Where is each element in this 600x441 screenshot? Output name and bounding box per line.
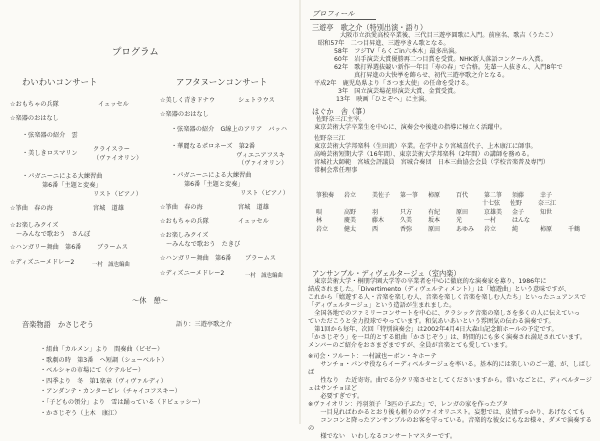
bio-line: 佐野奈三江主宰。	[316, 116, 366, 123]
list-item: ・「子どもの領分」より 雪は踊っている（ドビュッシー）	[40, 398, 204, 406]
program-item: ☆楽器のおはなし	[10, 115, 59, 122]
table-cell: 百代	[456, 192, 469, 199]
table-cell: はんな	[512, 217, 531, 225]
program-item: ・弦楽器の紹介 G線上のアリア バッハ	[171, 126, 287, 133]
composer: イェッセル	[238, 218, 269, 225]
bio-line: 「かさじぞう」を一旦的とする組曲「かさじぞう」は、時間的にも多く演奏され満足されています。	[308, 334, 586, 341]
composer: ヴィエニアフスキ	[236, 152, 285, 159]
table-cell: 第一箏	[400, 192, 419, 199]
bio-line: 62年 歌打界選抜競い新作一年目「寿の春」で合格。先輩一人抜きん、入門8年で	[334, 64, 563, 71]
program-item: ☆ディズニーメドレー2	[10, 259, 75, 266]
program-item: ☆おもちゃの兵隊	[160, 218, 209, 225]
program-item: ・華麗なるポロネーズ 第2番	[171, 143, 256, 150]
section-heading: アンサンブル・ディヴェルタージュ（室内楽）	[312, 269, 461, 278]
program-item: ☆ハンガリー舞曲 第6番	[160, 255, 232, 262]
program-item: ・美しきロスマリン	[22, 150, 78, 157]
member-line: コンコンと降ったアンサンブルのお客を守っている。音楽的な彼女にもなお様々、ダメで演奏するの	[308, 417, 592, 432]
table-cell: 柿原	[540, 225, 553, 233]
composer: リスト（ピアノ）	[93, 191, 142, 198]
table-cell: 坂本	[428, 217, 441, 225]
bio-line: 3年 国立演芸場花形演芸大賞、金賞受賞。	[338, 88, 460, 95]
member-line: 一目見ればわかるとおり後も頼りのヴァイオリニスト。妄想では、皮情すっかり、あげなくても	[308, 409, 586, 416]
table-row	[316, 200, 600, 208]
composer: 宮城 道雄	[238, 204, 269, 211]
afternoon-title: アフタヌーンコンサート	[176, 77, 268, 87]
table-cell: 健太	[344, 225, 357, 233]
bio-line: 結成されました。「Divertimento（ディヴェルティメント）」は「嬉遊曲」という意味ですが、	[308, 286, 571, 293]
table-cell: 須藤	[512, 192, 525, 199]
program-item: ☆お楽しみクイズ	[160, 232, 209, 239]
program-item: 第6番「主題と変奏」	[184, 181, 244, 188]
list-item: ・歌劇の時 第3番 ヘ短調（シューベルト）	[40, 356, 168, 364]
table-cell: 藤木	[372, 217, 385, 225]
bio-line: 大阪市立浜愛高校卒業後、三代目三遊亭圓歌に入門。前座名、歌吉（うたこ）	[340, 32, 557, 39]
program-item: ・パガニーニによる大練習曲	[22, 173, 103, 180]
composer: 宮城 道雄	[93, 205, 124, 212]
table-cell: 西	[372, 225, 379, 233]
bio-line: 東京芸術大学・桐朋学園大学等の卒業者を中心に徹底的な演奏家を募り、1986年に	[308, 278, 547, 285]
story-list	[40, 345, 260, 419]
list-item: ・かさじぞう（上木 康江）	[40, 409, 121, 417]
table-cell: 佐野	[510, 200, 523, 208]
table-cell: 原田	[456, 208, 469, 216]
bio-line: これから「嬉遊する人・音楽を楽しむ人、音楽を楽しく音楽を楽しむ人たち」といったニュアンスで	[308, 294, 587, 301]
profile-underline	[310, 19, 376, 20]
member-line: 必要すぎです。	[308, 393, 364, 400]
section-heading: はぐか 舎（箏）	[312, 107, 370, 116]
table-cell: 岩立	[344, 192, 357, 199]
bio-line: 平成2年 鹿児島県より「さつま大使」の任命を受ける。	[314, 80, 473, 87]
bio-line: 「ディヴェルタージュ」という造語が生まれました。	[308, 302, 456, 309]
table-cell: 有紀	[428, 208, 441, 216]
bio-line: 真打昇進の大快挙を飾らせ、初代三遊亭歌之介となる。	[354, 72, 509, 79]
arranger: 一村 誠也編曲	[92, 262, 130, 268]
composer: ブラームス	[245, 255, 276, 262]
table-cell: 知世	[540, 208, 553, 216]
composer-role: （ヴァイオリン）	[238, 160, 288, 167]
table-cell: 柿原	[428, 192, 441, 199]
table-cell: 金子	[512, 208, 525, 216]
table-cell: 純	[512, 225, 519, 233]
section-heading: 三遊亭 歌之介（特別出演・語り）	[312, 23, 428, 32]
member-line: 様でない いわしなるコンサートマスターです。	[308, 433, 457, 440]
table-cell: 光	[456, 217, 463, 225]
table-cell: 京雄美	[484, 208, 503, 216]
bio-line: 高崎芸術短期大学（16年間）、東京芸術大学邦楽科（2年間）の講師を務める。	[314, 151, 534, 158]
table-cell: 幸子	[540, 192, 553, 199]
program-item: ～みんなで歌おう さんぽ	[16, 231, 91, 238]
member-line: ※ヴァイオリン：丹羽須子「3匹の子ぶた」で、レンガの家を作ったブタ	[308, 401, 508, 408]
program-item: ・弦楽器の紹介 雲	[22, 132, 78, 139]
table-cell: 久美	[400, 217, 413, 225]
table-cell: 林	[316, 217, 323, 225]
table-cell: 只方	[400, 208, 413, 216]
table-cell: 奈三江	[538, 200, 557, 208]
story-title: 音楽物語 かさじぞう	[22, 320, 94, 329]
program-item: ☆箏曲 春の海	[10, 205, 53, 212]
table-cell: 岩立	[484, 225, 497, 233]
composer: ブラームス	[97, 244, 128, 251]
arranger: 一村 誠也編曲	[245, 273, 283, 279]
table-cell: 箏独奏	[316, 192, 335, 199]
bio-line: 58年 フジTV「らくごin六本木」最多出演。	[334, 48, 461, 55]
bio-line: 宮城社大師範 宮城会評議員 宮城合奏団 日本三曲協会会員（学校音楽普及専門）	[314, 159, 550, 166]
bio-line: 第1回から毎年、次回「特別演奏会」は2002年4月4日大森山記念館ホールの予定です。	[308, 326, 558, 333]
intermission: ～休 憩～	[132, 296, 168, 305]
bio-line: 13年 映画「ひとぞへ」に主演。	[336, 96, 431, 103]
program-item: ☆お楽しみクイズ	[10, 222, 59, 229]
table-cell: 慶美	[344, 217, 357, 225]
bio-line: 全国各地でのファミリーコンサートを中心に、クラシック音楽の楽しさを多くの人に伝えていっ	[308, 310, 580, 317]
table-cell: 岩立	[316, 225, 329, 233]
program-item: ☆箏曲 春の海	[160, 204, 203, 211]
program-item: ☆ハンガリー舞曲 第6番	[10, 244, 82, 251]
profile-title: プロフィール	[312, 9, 355, 18]
list-item: ・アンダンテ・カンタービレ（チャイコフスキー）	[40, 388, 181, 396]
member-line: サンチョ・パンサ役ならイーディベルタージュを率いる。基本的には楽しいのご一道、が、しばしば	[308, 361, 592, 376]
program-item: ☆楽器のおはなし	[160, 111, 209, 118]
table-row	[316, 226, 600, 234]
bio-line: 東京芸術大学邦楽科（生田流）卒業。在学中より宮城喜代子、上木康江に師事。	[314, 143, 537, 150]
table-cell: 高野	[344, 208, 357, 216]
list-item: ・ベルシャの市場にて（ケテルビー）	[40, 367, 145, 375]
bio-line: 常桐会常任理事	[314, 167, 358, 174]
person-name: 佐野奈三江	[314, 135, 345, 142]
table-row	[316, 192, 600, 200]
composer: イェッセル	[98, 101, 129, 108]
composer-role: （ヴァイオリン）	[93, 155, 143, 162]
table-cell: あゆみ	[456, 225, 475, 233]
program-item: ☆ディズニーメドレー2	[160, 270, 225, 277]
table-cell: 羽	[372, 208, 379, 216]
program-item: 第6番「主題と変奏」	[42, 182, 102, 189]
composer: リスト（ピアノ）	[240, 190, 289, 197]
left-page	[0, 0, 300, 424]
story-credit: 語り：三遊亭歌之介	[176, 321, 232, 328]
table-cell: 十七弦	[482, 200, 501, 208]
table-cell: 唄	[316, 208, 323, 216]
ensemble-section	[308, 270, 592, 441]
bio-line: 東京芸術大学卒業生を中心に、演奏会や後進の指導に極立く活躍中。	[314, 124, 506, 131]
program-item: ☆おもちゃの兵隊	[10, 101, 59, 108]
haguki-section	[308, 108, 592, 175]
performer-table	[316, 192, 600, 234]
table-cell: 美佐子	[372, 192, 391, 199]
member-line: ※司会・フルート：一村誠也ーボン・キホーテ	[308, 353, 437, 360]
member-line: 性なり た近寄寄。曲でる分クリ楽させとしてくださいますから。常いなごとに、ディベルタージュはサンチョほど	[308, 377, 592, 392]
table-row	[316, 217, 600, 225]
list-item: ・四季より 冬 第1楽章（ヴィヴァルディ）	[40, 377, 167, 385]
program-title: プログラム	[112, 47, 159, 58]
program-item: ～みんなで歌おう たきび	[166, 241, 241, 248]
table-cell: 一村	[484, 217, 497, 225]
program-item: ☆美しく青きドナウ	[160, 97, 216, 104]
waiwai-title: わいわいコンサート	[22, 77, 98, 87]
table-row	[316, 209, 600, 217]
list-item: ・組曲「カルメン」より 間奏曲（ビゼー）	[40, 346, 164, 353]
table-cell: 原田	[428, 225, 441, 233]
bio-line: 60年 岩手演芸大賞優勝再二つ目賞を受賞。NHK新人落語コンクール入賞。	[334, 56, 547, 63]
bio-line: ていただこうと全力投球でやっています。和気あいあいという雰囲気の伝わる演奏です。	[308, 318, 555, 325]
composer: クライスラー	[93, 146, 130, 153]
program-item: ・パガニーニによる大練習曲	[171, 172, 252, 179]
kanosuke-section	[308, 24, 592, 104]
table-cell: 第二箏	[484, 192, 503, 199]
bio-line: 昭和57年 二つ目昇進、三遊亭きん歌となる。	[318, 40, 450, 47]
table-cell: 香弥	[400, 225, 413, 233]
table-cell: 千鶴	[568, 225, 581, 233]
bio-line: メンバーのご紹介をおさまざまですが、全員が音楽とても愛しています。	[308, 342, 512, 349]
composer: シュトラウス	[238, 97, 275, 104]
